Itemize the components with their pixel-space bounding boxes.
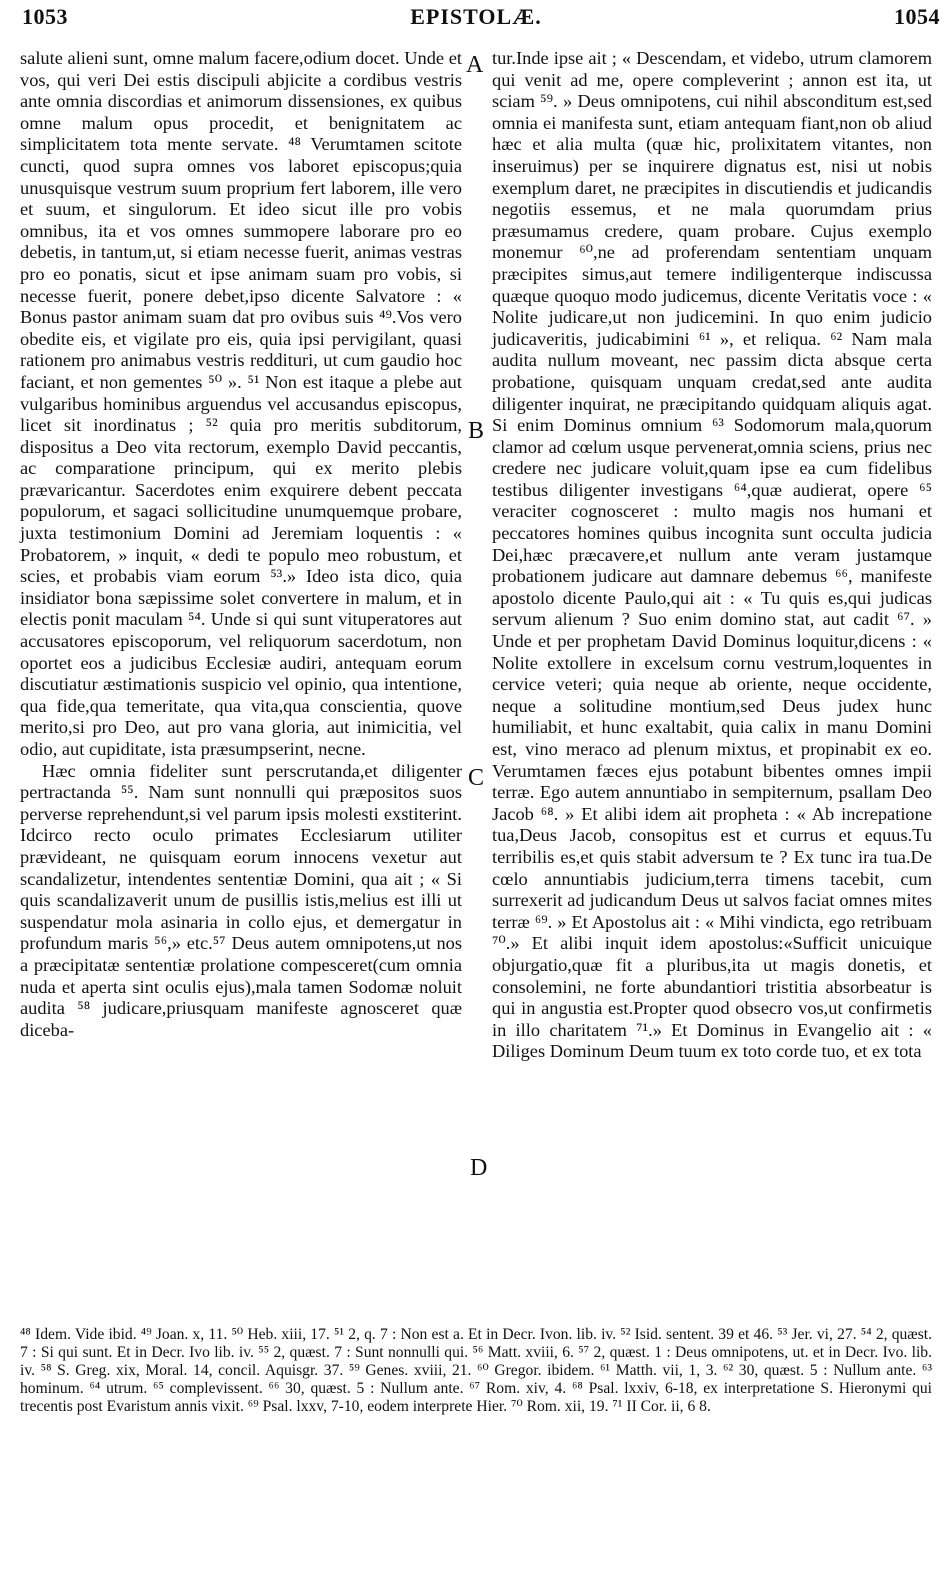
margin-marker-c: C (468, 765, 485, 791)
right-column (492, 48, 932, 1063)
page-number-left: 1053 (22, 4, 68, 29)
left-column (20, 48, 462, 1041)
margin-marker-b: B (468, 418, 485, 444)
footnotes-text: ⁴⁸ Idem. Vide ibid. ⁴⁹ Joan. x, 11. ⁵⁰ Heb. xiii, 17. ⁵¹ 2, q. 7 : Non est a. Et in Decr. Ivon. lib. iv. ⁵² Isid. sentent. 39 et 46. ⁵³ Jer. vi, 27. ⁵⁴ 2, quæst. 7 : Si qui sunt. Et in Decr. Ivo lib. iv. ⁵⁵ 2, quæst. 7 : Sunt nonnulli qui. ⁵⁶ Matt. xviii, 6. ⁵⁷ 2, quæst. 1 : Deus omnipotens, ut. et in Decr. Ivo. lib. iv. ⁵⁸ S. Greg. xix, Moral. 14, concil. Aquisgr. 37. ⁵⁹ Genes. xviii, 21. ⁶⁰ Gregor. ibidem. ⁶¹ Matth. vii, 1, 3. ⁶² 30, quæst. 5 : Nullum ante. ⁶³ hominum. ⁶⁴ utrum. ⁶⁵ complevissent. ⁶⁶ 30, quæst. 5 : Nullum ante. ⁶⁷ Rom. xiv, 4. ⁶⁸ Psal. lxxiv, 6-18, ex interpretatione S. Hieronymi qui trecentis post Evaristum annis vixit. ⁶⁹ Psal. lxxv, 7-10, eodem interprete Hier. ⁷⁰ Rom. xii, 19. ⁷¹ II Cor. ii, 6 8. (20, 1326, 932, 1415)
running-title: EPISTOLÆ. (410, 4, 542, 29)
right-paragraph-1: tur.Inde ipse ait ; « Descendam, et videbo, utrum clamorem qui venit ad me, opere compleverint ; annon est ita, ut sciam ⁵⁹. » Deus omnipotens, cui nihil absconditum est,sed omnia ei manifesta sunt, etiam antequam fiant,non ob aliud hæc et alia multa (quæ hic, prolixitatem vitantes, non inseruimus) per se inquirere dignatus est, nisi ut nobis exemplum daret, ne præcipites in discutiendis et judicandis negotiis essemus, et ne mala quorumdam prius præsumamus credere, quam probare. Cujus exemplo monemur ⁶⁰,ne ad proferendam sententiam unquam præcipites simus,aut temere indiligenterque indiscussa quæque quoquo modo judicemus, dicente Veritatis voce : « Nolite judicare,ut non judicemini. In quo enim judicio judicaveritis, judicabimini ⁶¹ », et reliqua. ⁶² Nam mala audita nullum moveant, nec passim dicta absque certa probatione, quisquam unquam credat,sed ante audita diligenter inquirat, ne præcipitando quidquam aliquis agat. Si enim Dominus omnium ⁶³ Sodomorum mala,quorum clamor ad cœlum usque pervenerat,omnia sciens, prius nec credere nec judicare voluit,quam ipse ea cum fidelibus testibus diligenter investigans ⁶⁴,quæ audierat, opere ⁶⁵ veraciter cognosceret : multo magis nos humani et peccatores homines quibus incognita sunt occulta judicia Dei,hæc præcavere,et nullum ante veram justamque probationem judicare aut damnare debemus ⁶⁶, manifeste apostolo dicente Paulo,qui ait : « Tu quis es,qui judicas servum alienum ? Suo enim domino stat, aut cadit ⁶⁷. » Unde et per prophetam David Dominus loquitur,dicens : « Nolite extollere in excelsum cornu vestrum,loquentes in cervice veteri; quia neque ab oriente, neque occidente, neque a solitudine montium,sed Deus judex hunc humiliabit, et hunc exaltabit, quia calix in manu Domini est, vino meraco ad plenum mixtus, et propinabit ex eo. Verumtamen fæces ejus potabunt bibentes omnes impii terræ. Ego autem annuntiabo in sempiternum, psallam Deo Jacob ⁶⁸. » Et alibi idem ait propheta : « Ab increpatione tua,Deus Jacob, consopitus est et currus et equus.Tu terribilis es,et quis stabit adversum te ? Ex tunc ira tua.De cœlo annuntiabis judicium,terra timens tacebit, cum surrexerit ad judicandum Deus ut salvos faciat omnes mites terræ ⁶⁹. » Et Apostolus ait : « Mihi vindicta, ego retribuam ⁷⁰.» Et alibi inquit idem apostolus:«Sufficit unicuique objurgatio,quæ fit a pluribus,ita ut magis donetis, et consolemini, ne forte abundantiori tristitia absorbeatur is qui in angustia est.Propter quod obsecro vos,ut confirmetis in illo charitatem ⁷¹.» Et Dominus in Evangelio ait : « Diliges Dominum Deum tuum ex toto corde tuo, et ex tota (492, 48, 932, 1062)
left-paragraph-2: Hæc omnia fideliter sunt perscrutanda,et diligenter pertractanda ⁵⁵. Nam sunt nonnulli qui præpositos suos perverse reprehendunt,si vel parum ipsis molesti exstiterint. Idcirco recto oculo primates Ecclesiarum utiliter prævideant, ne quisquam eorum innocens vexetur aut scandalizetur, intendentes sententiæ Domini, qua ait ; « Si quis scandalizaverit unum de pusillis istis,melius est illi ut suspendatur mola asinaria in collo ejus, et demergatur in profundum maris ⁵⁶,» etc.⁵⁷ Deus autem omnipotens,ut nos a præcipitatæ sententiæ prolatione compesceret(cum omnia nuda et aperta sint oculis ejus),mala tamen Sodomæ noluit audita ⁵⁸ judicare,priusquam manifeste agnosceret quæ diceba- (20, 760, 462, 1040)
margin-marker-a: A (466, 52, 484, 78)
page-number-right: 1054 (894, 4, 940, 29)
margin-marker-d: D (470, 1155, 488, 1181)
left-paragraph-1: salute alieni sunt, omne malum facere,odium docet. Unde et vos, qui veri Dei estis discipuli abjicite a cordibus vestris ante omnia discordias et animorum dissensiones, ex quibus omne malum opus procedit, et benignitatem ac simplicitatem tota mente servate. ⁴⁸ Verumtamen scitote cuncti, quod supra omnes vos laboret episcopus;quia unusquisque vestrum suum proprium fert laborem, ille vero et suum, et singulorum. Et ideo sicut ille pro vobis omnibus, ita et vos omnes summopere laborare pro eo debetis, in tantum,ut, si etiam necesse fuerit, animas vestras pro eo ponatis, sicut et ipse animam suam pro vobis, si necesse fuerit, ponere debet,ipso dicente Salvatore : « Bonus pastor animam suam dat pro ovibus suis ⁴⁹.Vos vero obedite eis, et vigilate pro eis, quia ipsi pervigilant, quasi rationem pro animabus vestris reddituri, ut cum gaudio hoc faciant, et non gementes ⁵⁰ ». ⁵¹ Non est itaque a plebe aut vulgaribus hominibus arguendus vel accusandus episcopus, licet sit inordinatus ; ⁵² quia pro meritis subditorum, dispositus a Deo vita rectorum, exemplo David peccantis, ac comparatione principum, qui ex merito plebis prævaricantur. Sacerdotes enim exquirere debent peccata populorum, et sagaci sollicitudine unumquemque probare, juxta testimonium Domini ad Jeremiam loquentis : « Probatorem, » inquit, « dedi te populo meo robustum, et scies, et probabis viam eorum ⁵³.» Ideo ista dico, quia insidiator bona sæpissime solet convertere in malum, et in electis ponit maculam ⁵⁴. Unde si qui sunt vituperatores aut accusatores episcoporum, vel reliquorum sacerdotum, non oportet eos a judicibus Ecclesiæ audiri, antequam eorum discutiatur æstimationis suspicio vel opinio, qua intentione, qua fide,qua temeritate, qua vita,qua conscientia, quove merito,si pro Deo, aut pro vana gloria, aut inimicitia, vel odio, aut cupiditate, ista præsumpserint, necne. (20, 48, 462, 759)
page-header (0, 0, 952, 40)
footnotes (20, 1326, 932, 1416)
